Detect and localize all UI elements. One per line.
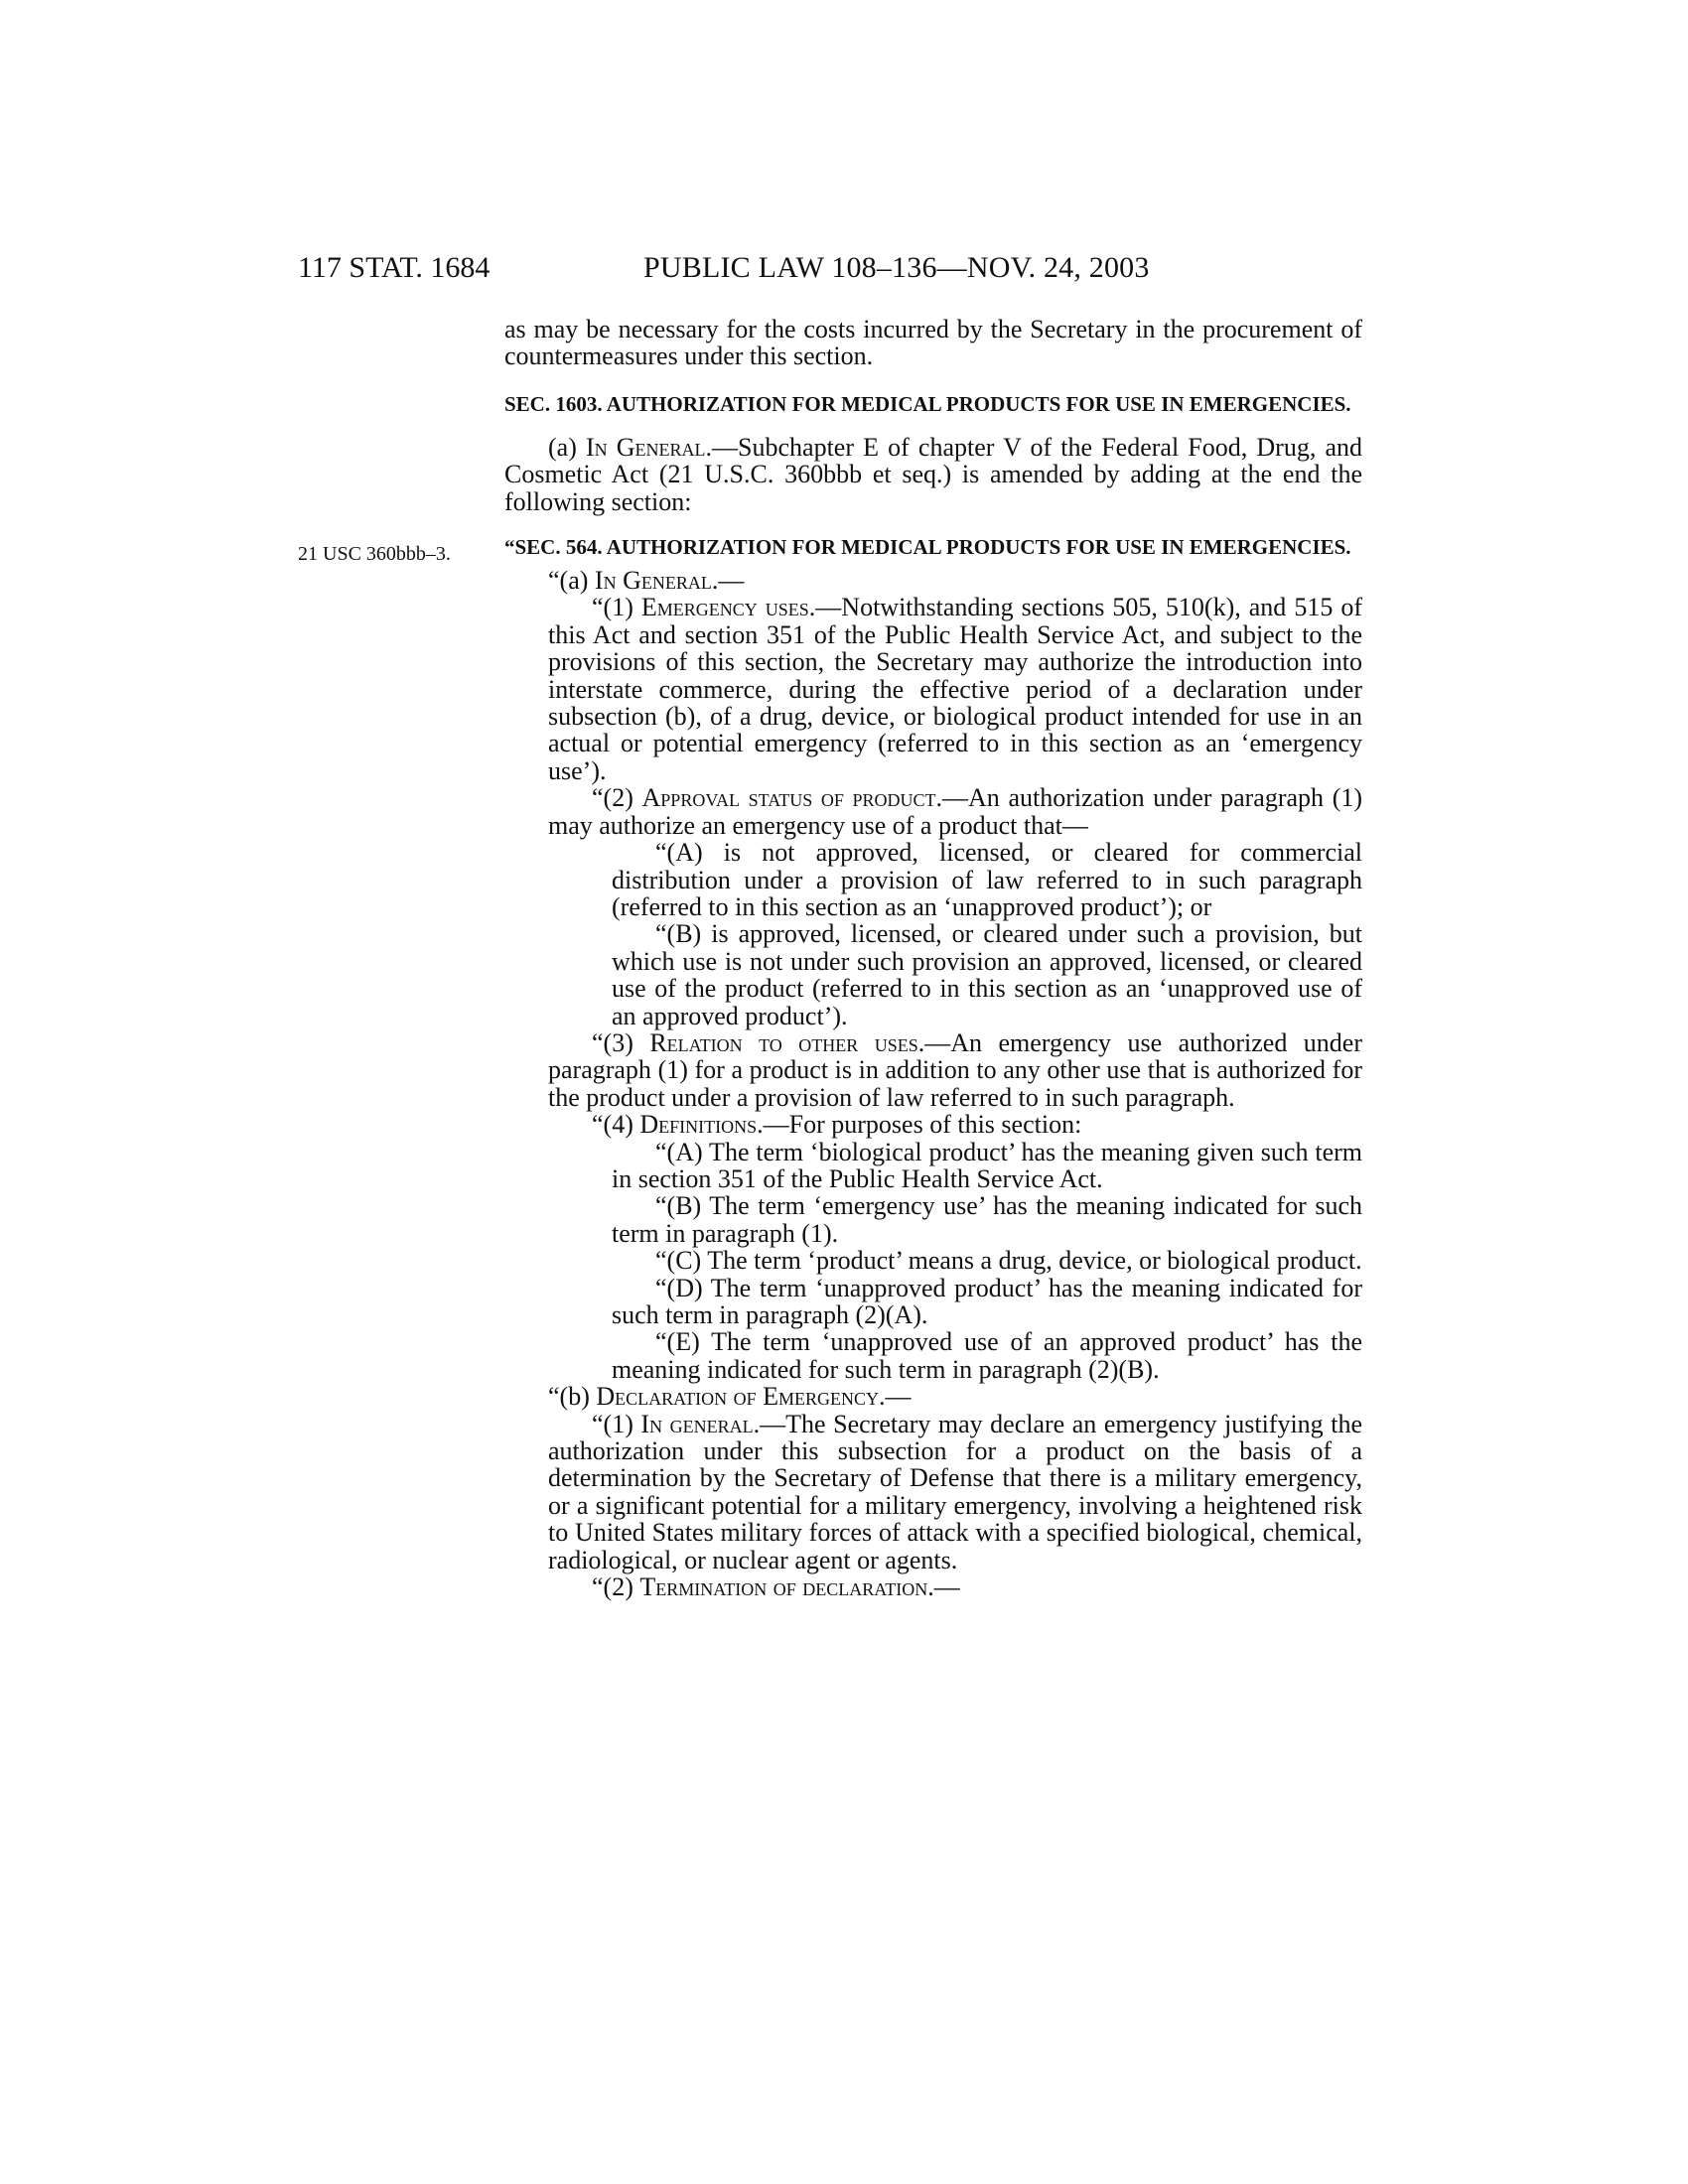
- subsection-a-paragraph: [504, 434, 1362, 515]
- document-body: [504, 316, 1362, 1600]
- section-564-heading: “SEC. 564. AUTHORIZATION FOR MEDICAL PRODUCTS FOR USE IN EMERGENCIES.: [504, 535, 1351, 560]
- subparagraph-a2A: “(A) is not approved, licensed, or cleared for commercial distribution under a provision of law referred to in such paragraph (referred to in this section as an ‘unapproved product’); or: [612, 838, 1362, 921]
- subparagraph-a2B: “(B) is approved, licensed, or cleared under such a provision, but which use is not under such provision an approved, licensed, or cleared use of the product (referred to in this section as an ‘unapproved use of an approved product’).: [612, 919, 1362, 1030]
- paragraph-a1-number: “(1): [592, 593, 641, 622]
- quoted-subsection-a-dash: .—: [711, 566, 745, 596]
- paragraph-a4-number: “(4): [592, 1110, 640, 1140]
- subsection-a-text: .—Subchapter E of chapter V of the Federal Food, Drug, and Cosmetic Act (21 U.S.C. 360bbb et seq.) is amended by adding at the end the following section:: [504, 432, 1362, 516]
- quoted-subsection-b: [504, 1383, 1362, 1410]
- definition-a4B: “(B) The term ‘emergency use’ has the meaning indicated for such term in paragraph (1).: [612, 1191, 1362, 1248]
- quoted-subsection-b-heading: Declaration of Emergency: [596, 1382, 880, 1412]
- paragraph-a4-definitions: [504, 1111, 1362, 1138]
- quoted-subsection-a-number: “(a): [548, 566, 595, 596]
- subsection-a-heading: In General: [585, 432, 706, 462]
- definition-a4D: “(D) The term ‘unapproved product’ has the meaning indicated for such term in paragraph (2)(A).: [612, 1273, 1362, 1329]
- section-1603-heading: SEC. 1603. AUTHORIZATION FOR MEDICAL PRODUCTS FOR USE IN EMERGENCIES.: [504, 391, 1351, 416]
- quoted-subsection-b-dash: .—: [879, 1382, 912, 1412]
- paragraph-a2-approval-status: [504, 784, 1362, 839]
- margin-citation: 21 USC 360bbb–3.: [298, 543, 451, 565]
- subsection-a-number: (a): [548, 432, 586, 462]
- public-law-header: PUBLIC LAW 108–136—NOV. 24, 2003: [643, 251, 1150, 284]
- paragraph-b1-in-general: [504, 1411, 1362, 1573]
- definition-a4E: “(E) The term ‘unapproved use of an approved product’ has the meaning indicated for such term in paragraph (2)(B).: [612, 1327, 1362, 1384]
- paragraph-a2-text: .—An authorization under paragraph (1) may authorize an emergency use of a product that—: [548, 783, 1363, 840]
- paragraph-b1-number: “(1): [592, 1409, 641, 1438]
- paragraph-a3-relation: [504, 1029, 1362, 1111]
- paragraph-a4-text: .—For purposes of this section:: [757, 1110, 1082, 1140]
- definition-a4A: “(A) The term ‘biological product’ has the meaning given such term in section 351 of the Public Health Service Act.: [612, 1137, 1362, 1193]
- paragraph-b2-number: “(2): [592, 1572, 640, 1602]
- paragraph-b1-text: .—The Secretary may declare an emergency justifying the authorization under this subsection for a product on the basis of a determination by the Secretary of Defense that there is a military emergency, or a significant potential for a military emergency, involving a heightened risk to United States military forces of attack with a specified biological, chemical, radiological, or nuclear agent or agents.: [548, 1409, 1363, 1574]
- continuation-paragraph: as may be necessary for the costs incurred by the Secretary in the procurement of countermeasures under this section.: [504, 315, 1362, 371]
- page-header: [0, 250, 1688, 290]
- paragraph-b2-heading: Termination of declaration: [639, 1572, 928, 1602]
- paragraph-a4-heading: Definitions: [639, 1110, 758, 1140]
- quoted-subsection-a: [504, 567, 1362, 594]
- paragraph-a2-heading: Approval status of product: [641, 783, 936, 813]
- paragraph-a3-text: .—An emergency use authorized under paragraph (1) for a product is in addition to any other use that is authorized for the product under a provision of law referred to in such paragraph.: [548, 1027, 1362, 1112]
- paragraph-b2-dash: .—: [927, 1572, 960, 1602]
- quoted-subsection-a-heading: In General: [594, 566, 712, 596]
- paragraph-a3-number: “(3): [592, 1027, 650, 1057]
- paragraph-a3-heading: Relation to other uses: [649, 1027, 918, 1057]
- quoted-subsection-b-number: “(b): [548, 1382, 597, 1412]
- statute-page-reference: 117 STAT. 1684: [298, 251, 491, 284]
- definition-a4C: “(C) The term ‘product’ means a drug, device, or biological product.: [655, 1246, 1362, 1276]
- paragraph-a1-text: .—Notwithstanding sections 505, 510(k), and 515 of this Act and section 351 of the Public Health Service Act, and subject to the provisions of this section, the Secretary may authorize the introduction into interstate commerce, during the effective period of a declaration under subsection (b), of a drug, device, or biological product intended for use in an actual or potential emergency (referred to in this section as an ‘emergency use’).: [548, 593, 1362, 785]
- paragraph-a2-number: “(2): [592, 783, 642, 813]
- paragraph-b1-heading: In general: [640, 1409, 754, 1438]
- paragraph-a1-heading: Emergency uses: [640, 593, 809, 622]
- paragraph-b2-termination: [504, 1573, 1362, 1600]
- paragraph-a1-emergency-uses: [504, 594, 1362, 784]
